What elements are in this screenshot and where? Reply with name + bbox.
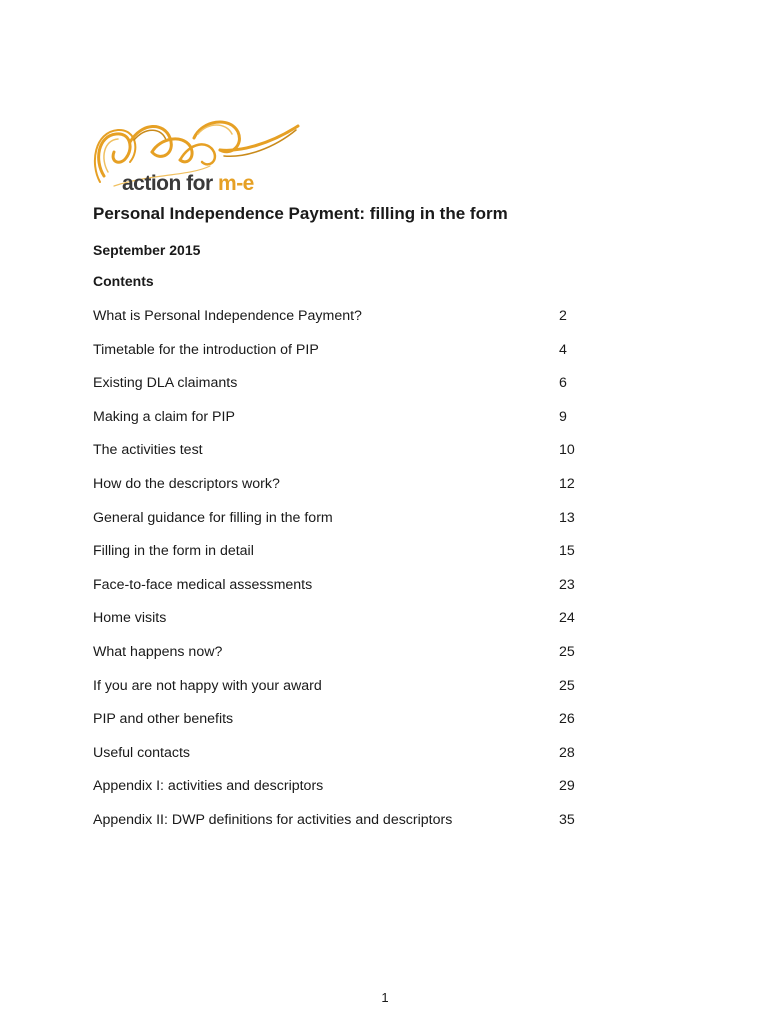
toc-row: [93, 475, 593, 509]
toc-entry-page: 35: [559, 811, 575, 828]
toc-entry-title: Timetable for the introduction of PIP: [93, 341, 319, 358]
toc-row: [93, 374, 593, 408]
toc-row: [93, 609, 593, 643]
toc-entry-page: 29: [559, 778, 575, 795]
toc-row: [93, 710, 593, 744]
toc-row: [93, 509, 593, 543]
page-number: 1: [381, 990, 389, 1005]
toc-entry-title: The activities test: [93, 442, 203, 459]
toc-entry-page: 2: [559, 308, 567, 324]
toc-row: [93, 542, 593, 576]
toc-entry-title: Face-to-face medical assessments: [93, 576, 313, 593]
toc-entry-page: 26: [559, 711, 575, 728]
toc-entry-title: Filling in the form in detail: [93, 543, 254, 560]
toc-entry-page: 24: [559, 610, 575, 627]
toc-entry-title: General guidance for filling in the form: [93, 509, 333, 526]
toc-row: [93, 777, 593, 811]
toc-entry-title: Useful contacts: [93, 744, 190, 761]
logo-text-accent: m-e: [218, 172, 254, 195]
toc-entry-title: Home visits: [93, 610, 167, 627]
document-date: September 2015: [93, 242, 201, 258]
logo-swirl-graphic: [90, 112, 310, 198]
toc-entry-page: 23: [559, 576, 575, 593]
toc-entry-title: If you are not happy with your award: [93, 677, 322, 694]
toc-entry-page: 10: [559, 442, 575, 459]
toc-entry-title: PIP and other benefits: [93, 711, 234, 728]
toc-entry-title: Appendix I: activities and descriptors: [93, 778, 324, 795]
toc-entry-page: 4: [559, 341, 567, 358]
toc-entry-page: 6: [559, 375, 567, 392]
toc-entry-page: 12: [559, 475, 575, 492]
svg-text:action for m-e: [122, 172, 254, 195]
toc-entry-page: 13: [559, 509, 575, 526]
contents-heading: Contents: [93, 273, 154, 289]
logo-text-plain: action for: [122, 172, 219, 195]
toc-entry-title: Making a claim for PIP: [93, 408, 235, 425]
toc-entry-title: How do the descriptors work?: [93, 475, 280, 492]
action-for-me-logo: [90, 112, 310, 198]
toc-row: [93, 677, 593, 711]
toc-row: [93, 441, 593, 475]
toc-row: [93, 408, 593, 442]
toc-entry-title: What is Personal Independence Payment?: [93, 308, 362, 324]
toc-entry-page: 25: [559, 643, 575, 660]
toc-entry-page: 15: [559, 543, 575, 560]
toc-row: [93, 341, 593, 375]
document-title: Personal Independence Payment: filling in the form: [93, 204, 508, 223]
toc-entry-page: 9: [559, 408, 567, 425]
toc-row: [93, 811, 593, 845]
toc-row: [93, 643, 593, 677]
toc-entry-title: Appendix II: DWP definitions for activities and descriptors: [93, 811, 453, 828]
table-of-contents: [93, 307, 593, 845]
toc-row: [93, 307, 593, 341]
toc-entry-page: 25: [559, 677, 575, 694]
toc-row: [93, 576, 593, 610]
toc-row: [93, 744, 593, 778]
toc-entry-page: 28: [559, 744, 575, 761]
toc-entry-title: What happens now?: [93, 643, 223, 660]
toc-entry-title: Existing DLA claimants: [93, 375, 238, 392]
